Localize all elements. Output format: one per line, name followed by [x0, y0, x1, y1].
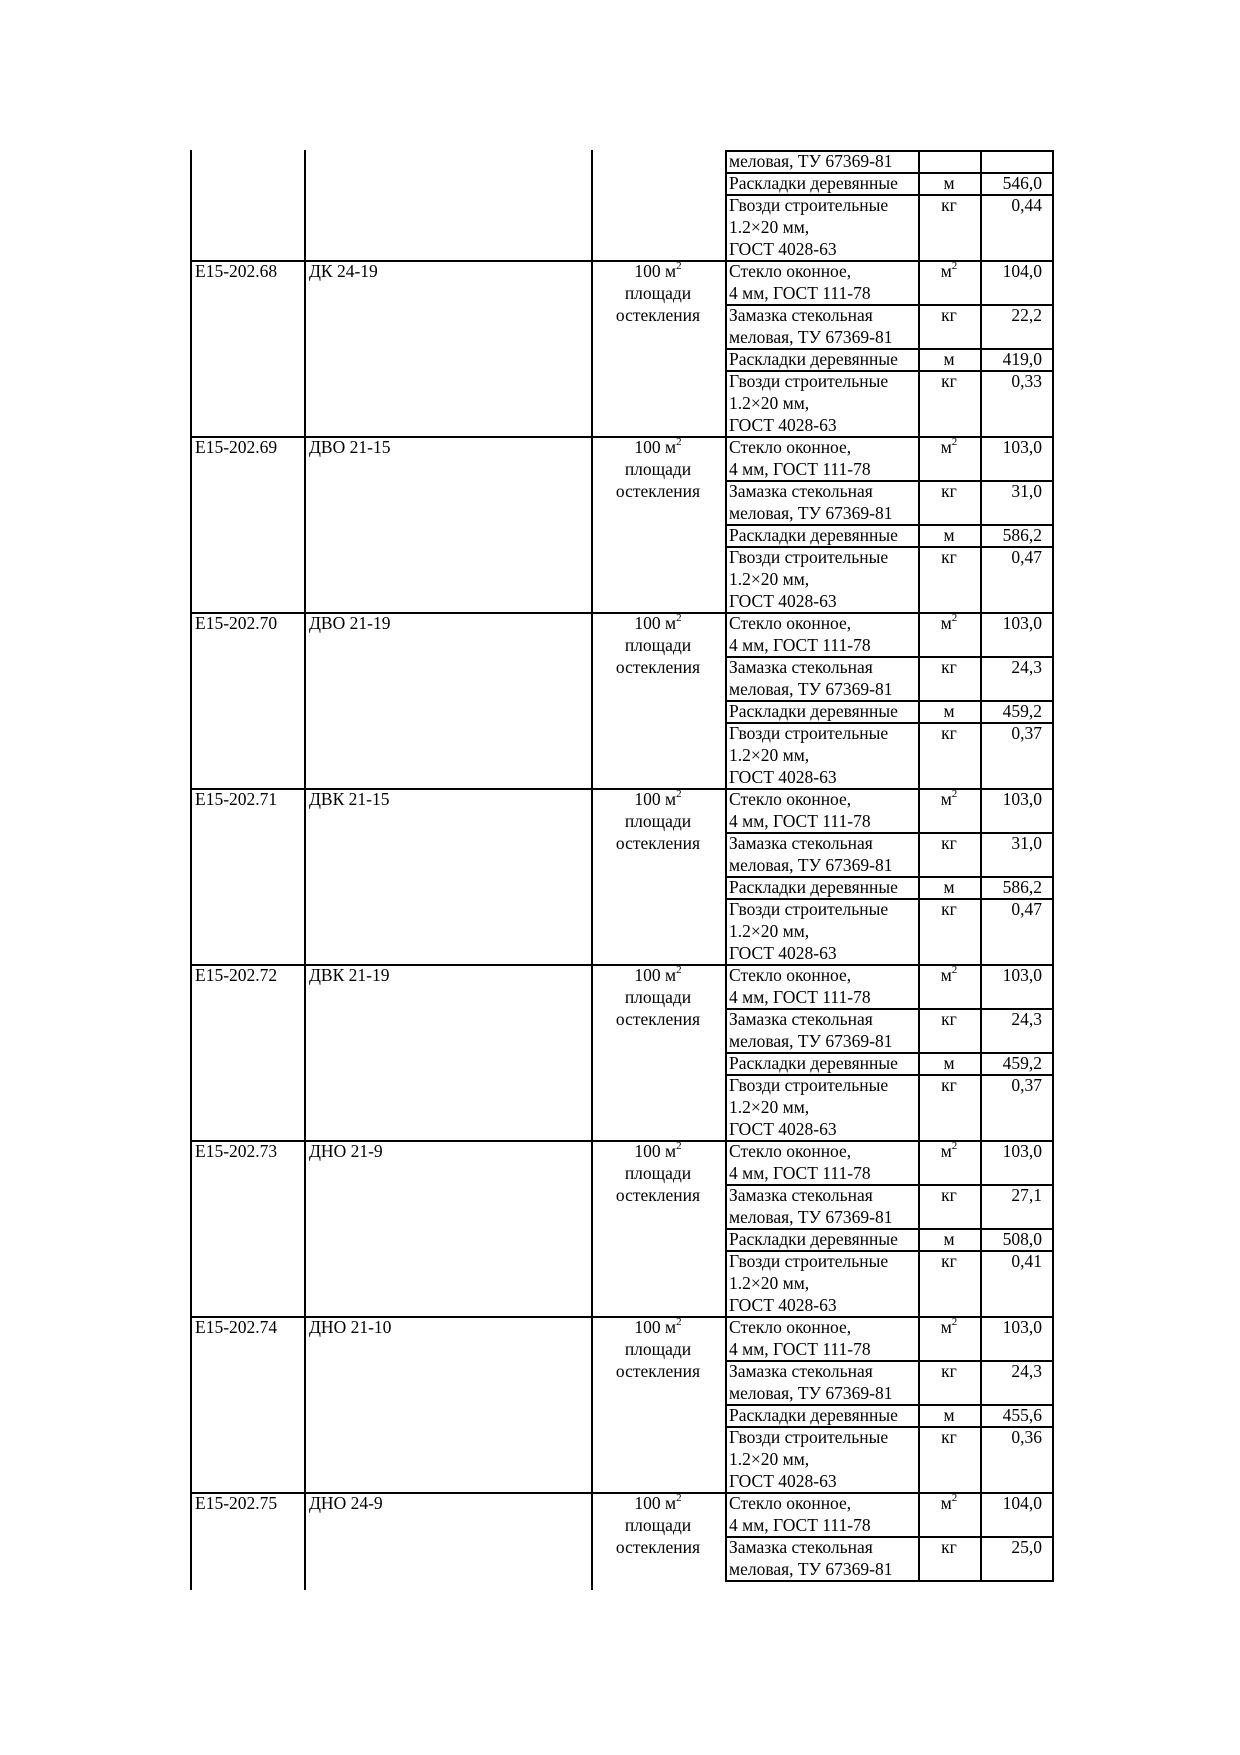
- material-name: Гвозди строительные 1.2×20 мм, ГОСТ 4028-63: [729, 723, 889, 787]
- material-unit: м: [943, 525, 955, 545]
- material-name: Раскладки деревянные: [729, 525, 898, 545]
- material-quantity: 24,3: [1011, 657, 1042, 677]
- measure-unit: 100 $м^2$ площади остекления: [615, 1140, 701, 1205]
- material-quantity: 0,41: [1011, 1251, 1042, 1271]
- column-divider: [304, 150, 306, 1590]
- material-unit: кг: [941, 1185, 957, 1205]
- column-divider: [918, 150, 920, 1580]
- material-quantity: 455,6: [1002, 1405, 1042, 1425]
- material-quantity: 27,1: [1011, 1185, 1042, 1205]
- item-name: ДВО 21-19: [309, 613, 391, 633]
- material-unit: кг: [941, 195, 957, 215]
- material-unit: $м^2$: [940, 964, 958, 985]
- material-unit: $м^2$: [940, 1140, 958, 1161]
- material-unit: м: [943, 1405, 955, 1425]
- material-name: Гвозди строительные 1.2×20 мм, ГОСТ 4028-63: [729, 1251, 889, 1315]
- norms-table-page: [190, 150, 1070, 1610]
- material-quantity: 104,0: [1002, 261, 1042, 281]
- measure-unit: 100 $м^2$ площади остекления: [615, 260, 701, 325]
- column-divider: [980, 150, 982, 1580]
- material-name: Стекло оконное, 4 мм, ГОСТ 111-78: [729, 965, 871, 1007]
- material-unit: кг: [941, 547, 957, 567]
- material-quantity: 419,0: [1002, 349, 1042, 369]
- material-quantity: 103,0: [1002, 789, 1042, 809]
- material-name: Раскладки деревянные: [729, 173, 898, 193]
- material-unit: м: [943, 349, 955, 369]
- material-unit: м: [943, 1229, 955, 1249]
- material-quantity: 104,0: [1002, 1493, 1042, 1513]
- measure-unit: 100 $м^2$ площади остекления: [615, 788, 701, 853]
- material-name: Стекло оконное, 4 мм, ГОСТ 111-78: [729, 437, 871, 479]
- material-unit: кг: [941, 1537, 957, 1557]
- material-unit: $м^2$: [940, 1316, 958, 1337]
- material-name: Раскладки деревянные: [729, 1229, 898, 1249]
- material-unit: $м^2$: [940, 788, 958, 809]
- material-quantity: 0,47: [1011, 547, 1042, 567]
- material-unit: $м^2$: [940, 612, 958, 633]
- material-name: Замазка стекольная меловая, ТУ 67369-81: [729, 1537, 893, 1579]
- material-unit: $м^2$: [940, 436, 958, 457]
- measure-unit: 100 $м^2$ площади остекления: [615, 1316, 701, 1381]
- material-unit: м: [943, 877, 955, 897]
- material-unit: кг: [941, 1251, 957, 1271]
- material-name: Стекло оконное, 4 мм, ГОСТ 111-78: [729, 613, 871, 655]
- material-quantity: 24,3: [1011, 1361, 1042, 1381]
- material-quantity: 546,0: [1002, 173, 1042, 193]
- material-name: Раскладки деревянные: [729, 1053, 898, 1073]
- material-name: Замазка стекольная меловая, ТУ 67369-81: [729, 481, 893, 523]
- column-divider: [591, 150, 593, 1590]
- material-unit: кг: [941, 833, 957, 853]
- norm-code: Е15-202.74: [195, 1317, 278, 1337]
- norm-code: Е15-202.71: [195, 789, 278, 809]
- material-quantity: 103,0: [1002, 437, 1042, 457]
- column-divider: [1052, 150, 1054, 1580]
- material-name: Гвозди строительные 1.2×20 мм, ГОСТ 4028-63: [729, 547, 889, 611]
- material-name: Замазка стекольная меловая, ТУ 67369-81: [729, 1361, 893, 1403]
- material-unit: кг: [941, 371, 957, 391]
- material-quantity: 31,0: [1011, 833, 1042, 853]
- material-unit: кг: [941, 481, 957, 501]
- material-quantity: 586,2: [1002, 877, 1042, 897]
- norm-code: Е15-202.69: [195, 437, 278, 457]
- material-name: Стекло оконное, 4 мм, ГОСТ 111-78: [729, 1141, 871, 1183]
- material-quantity: 31,0: [1011, 481, 1042, 501]
- material-name: Стекло оконное, 4 мм, ГОСТ 111-78: [729, 789, 871, 831]
- material-quantity: 0,44: [1011, 195, 1042, 215]
- material-quantity: 0,47: [1011, 899, 1042, 919]
- material-quantity: 459,2: [1002, 701, 1042, 721]
- material-unit: кг: [941, 1009, 957, 1029]
- item-name: ДВК 21-15: [309, 789, 390, 809]
- material-name: Стекло оконное, 4 мм, ГОСТ 111-78: [729, 1493, 871, 1535]
- item-name: ДНО 24-9: [309, 1493, 383, 1513]
- material-quantity: 586,2: [1002, 525, 1042, 545]
- item-name: ДНО 21-9: [309, 1141, 383, 1161]
- norm-code: Е15-202.68: [195, 261, 278, 281]
- material-quantity: 0,36: [1011, 1427, 1042, 1447]
- material-unit: м: [943, 173, 955, 193]
- material-unit: кг: [941, 305, 957, 325]
- material-unit: кг: [941, 1361, 957, 1381]
- norm-code: Е15-202.72: [195, 965, 278, 985]
- material-unit: кг: [941, 1427, 957, 1447]
- material-name: Гвозди строительные 1.2×20 мм, ГОСТ 4028-63: [729, 1427, 889, 1491]
- item-name: ДВК 21-19: [309, 965, 390, 985]
- material-name: Гвозди строительные 1.2×20 мм, ГОСТ 4028-63: [729, 1075, 889, 1139]
- material-unit: кг: [941, 1075, 957, 1095]
- material-unit: м: [943, 701, 955, 721]
- column-divider: [725, 150, 727, 1580]
- material-name: Гвозди строительные 1.2×20 мм, ГОСТ 4028-63: [729, 371, 889, 435]
- material-unit: кг: [941, 657, 957, 677]
- material-unit: $м^2$: [940, 260, 958, 281]
- material-name: Стекло оконное, 4 мм, ГОСТ 111-78: [729, 261, 871, 303]
- norm-code: Е15-202.70: [195, 613, 278, 633]
- material-name: Раскладки деревянные: [729, 349, 898, 369]
- measure-unit: 100 $м^2$ площади остекления: [615, 436, 701, 501]
- material-unit: $м^2$: [940, 1492, 958, 1513]
- norm-code: Е15-202.73: [195, 1141, 278, 1161]
- measure-unit: 100 $м^2$ площади остекления: [615, 1492, 701, 1557]
- material-name: Замазка стекольная меловая, ТУ 67369-81: [729, 833, 893, 875]
- row-divider: [725, 1580, 1054, 1582]
- material-quantity: 459,2: [1002, 1053, 1042, 1073]
- material-name: Замазка стекольная меловая, ТУ 67369-81: [729, 1009, 893, 1051]
- norm-code: Е15-202.75: [195, 1493, 278, 1513]
- item-name: ДНО 21-10: [309, 1317, 392, 1337]
- material-quantity: 103,0: [1002, 1141, 1042, 1161]
- material-name: Раскладки деревянные: [729, 701, 898, 721]
- material-unit: кг: [941, 899, 957, 919]
- material-quantity: 508,0: [1002, 1229, 1042, 1249]
- material-quantity: 103,0: [1002, 613, 1042, 633]
- material-unit: м: [943, 1053, 955, 1073]
- measure-unit: 100 $м^2$ площади остекления: [615, 612, 701, 677]
- material-quantity: 0,37: [1011, 723, 1042, 743]
- material-quantity: 24,3: [1011, 1009, 1042, 1029]
- material-quantity: 25,0: [1011, 1537, 1042, 1557]
- column-divider: [190, 150, 192, 1590]
- measure-unit: 100 $м^2$ площади остекления: [615, 964, 701, 1029]
- material-name: Стекло оконное, 4 мм, ГОСТ 111-78: [729, 1317, 871, 1359]
- material-quantity: 103,0: [1002, 1317, 1042, 1337]
- material-quantity: 0,33: [1011, 371, 1042, 391]
- material-quantity: 103,0: [1002, 965, 1042, 985]
- material-name: Замазка стекольная меловая, ТУ 67369-81: [729, 305, 893, 347]
- material-quantity: 22,2: [1011, 305, 1042, 325]
- material-unit: кг: [941, 723, 957, 743]
- material-name: Раскладки деревянные: [729, 1405, 898, 1425]
- material-name: Гвозди строительные 1.2×20 мм, ГОСТ 4028-63: [729, 899, 889, 963]
- material-name: Замазка стекольная меловая, ТУ 67369-81: [729, 1185, 893, 1227]
- material-name: меловая, ТУ 67369-81: [729, 151, 893, 171]
- material-name: Замазка стекольная меловая, ТУ 67369-81: [729, 657, 893, 699]
- material-name: Гвозди строительные 1.2×20 мм, ГОСТ 4028-63: [729, 195, 889, 259]
- material-name: Раскладки деревянные: [729, 877, 898, 897]
- item-name: ДК 24-19: [309, 261, 378, 281]
- material-quantity: 0,37: [1011, 1075, 1042, 1095]
- item-name: ДВО 21-15: [309, 437, 391, 457]
